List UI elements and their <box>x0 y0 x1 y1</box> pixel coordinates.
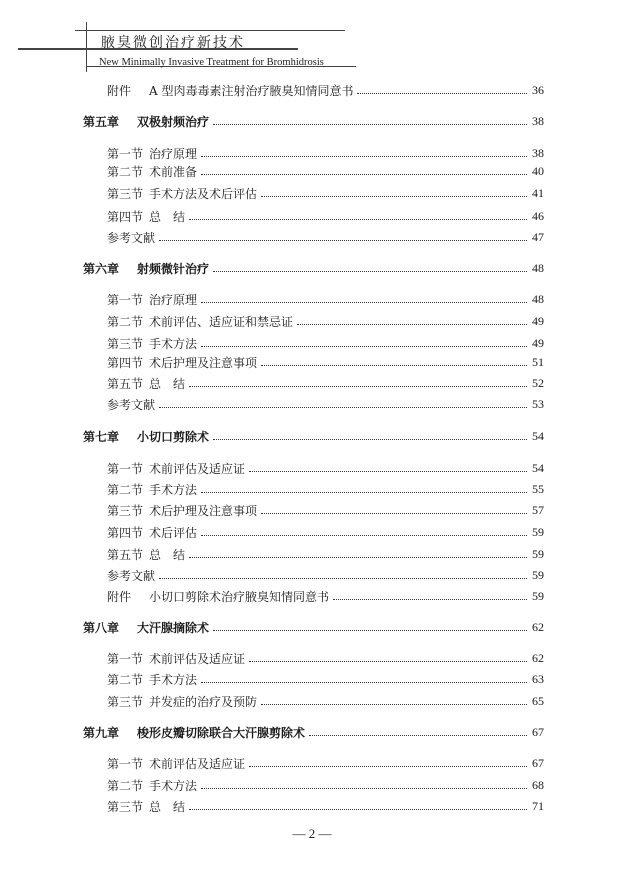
toc-dot-leader <box>189 207 527 220</box>
toc-chapter-entry[interactable] <box>83 722 544 742</box>
toc-entry-label: 第二节 <box>107 778 144 793</box>
toc-dot-leader <box>213 618 527 631</box>
toc-section-entry[interactable] <box>107 544 544 564</box>
toc-entry-label: 第四节 <box>107 209 144 224</box>
toc-entry-page: 48 <box>532 291 544 306</box>
toc-entry-title: 术后评估 <box>149 525 198 540</box>
toc-section-entry[interactable] <box>107 796 544 816</box>
toc-dot-leader <box>189 797 527 810</box>
toc-entry-title: 小切口剪除术治疗腋臭知情同意书 <box>149 589 330 604</box>
toc-entry-title: 并发症的治疗及预防 <box>149 694 258 709</box>
toc-entry-label: 附件 <box>107 83 132 98</box>
toc-chapter-entry[interactable] <box>83 426 544 446</box>
toc-section-entry[interactable] <box>107 352 544 372</box>
toc-entry-page: 62 <box>532 619 544 634</box>
toc-dot-leader <box>261 184 527 197</box>
toc-dot-leader <box>189 545 527 558</box>
toc-section-entry[interactable] <box>107 648 544 668</box>
toc-dot-leader <box>261 353 527 366</box>
toc-entry-title: 治疗原理 <box>149 292 198 307</box>
toc-entry-page: 48 <box>532 260 544 275</box>
toc-section-entry[interactable] <box>107 227 544 247</box>
toc-entry-page: 68 <box>532 777 544 792</box>
toc-entry-label: 第七章 <box>83 429 120 444</box>
toc-chapter-entry[interactable] <box>83 617 544 637</box>
toc-section-entry[interactable] <box>107 500 544 520</box>
toc-entry-page: 49 <box>532 313 544 328</box>
toc-entry-page: 54 <box>532 428 544 443</box>
toc-dot-leader <box>261 692 527 705</box>
toc-entry-title: 术后护理及注意事项 <box>149 355 258 370</box>
toc-entry-label: 第二节 <box>107 672 144 687</box>
toc-section-entry[interactable] <box>107 586 544 606</box>
book-title-cn: 腋臭微创治疗新技术 <box>101 35 245 51</box>
toc-dot-leader <box>159 228 527 241</box>
toc-entry-page: 63 <box>532 671 544 686</box>
toc-dot-leader <box>213 427 527 440</box>
toc-entry-label: 第五章 <box>83 114 120 129</box>
toc-entry-title: 术前评估及适应证 <box>149 651 246 666</box>
toc-dot-leader <box>201 162 527 175</box>
toc-entry-page: 46 <box>532 208 544 223</box>
toc-entry-label: 第三节 <box>107 186 144 201</box>
toc-entry-page: 67 <box>532 755 544 770</box>
toc-entry-title: 总 结 <box>149 209 186 224</box>
toc-entry-label: 第一节 <box>107 756 144 771</box>
book-title-en: New Minimally Invasive Treatment for Bromhidrosis <box>99 57 324 68</box>
toc-entry-page: 40 <box>532 163 544 178</box>
toc-entry-label: 参考文献 <box>107 568 156 583</box>
toc-section-entry[interactable] <box>107 479 544 499</box>
toc-entry-label: 第一节 <box>107 461 144 476</box>
toc-entry-title: 小切口剪除术 <box>137 429 210 444</box>
toc-entry-page: 38 <box>532 113 544 128</box>
toc-dot-leader <box>357 81 527 94</box>
toc-entry-page: 59 <box>532 546 544 561</box>
toc-entry-title: 术前评估及适应证 <box>149 756 246 771</box>
toc-entry-title: 手术方法及术后评估 <box>149 186 258 201</box>
toc-chapter-entry[interactable] <box>83 111 544 131</box>
toc-entry-page: 67 <box>532 724 544 739</box>
toc-entry-page: 59 <box>532 567 544 582</box>
toc-dot-leader <box>213 259 527 272</box>
toc-section-entry[interactable] <box>107 143 544 163</box>
toc-section-entry[interactable] <box>107 161 544 181</box>
toc-entry-page: 36 <box>532 82 544 97</box>
toc-entry-label: 第三节 <box>107 336 144 351</box>
toc-entry-page: 47 <box>532 229 544 244</box>
toc-entry-label: 第六章 <box>83 261 120 276</box>
toc-entry-label: 第三节 <box>107 503 144 518</box>
toc-entry-page: 53 <box>532 396 544 411</box>
toc-entry-title: A 型肉毒毒素注射治疗腋臭知情同意书 <box>149 83 354 98</box>
toc-entry-title: 手术方法 <box>149 336 198 351</box>
toc-entry-label: 第三节 <box>107 799 144 814</box>
toc-section-entry[interactable] <box>107 669 544 689</box>
toc-dot-leader <box>201 670 527 683</box>
toc-entry-page: 65 <box>532 693 544 708</box>
toc-entry-label: 第四节 <box>107 525 144 540</box>
toc-entry-title: 射频微针治疗 <box>137 261 210 276</box>
page-number: — 2 — <box>292 826 332 841</box>
toc-dot-leader <box>297 312 527 325</box>
toc-dot-leader <box>261 501 527 514</box>
toc-entry-page: 59 <box>532 588 544 603</box>
toc-entry-page: 59 <box>532 524 544 539</box>
toc-entry-title: 双极射频治疗 <box>137 114 210 129</box>
toc-section-entry[interactable] <box>107 394 544 414</box>
toc-entry-page: 62 <box>532 650 544 665</box>
toc-entry-page: 57 <box>532 502 544 517</box>
toc-entry-label: 第八章 <box>83 620 120 635</box>
toc-section-entry[interactable] <box>107 373 544 393</box>
toc-section-entry[interactable] <box>107 458 544 478</box>
toc-entry-label: 第一节 <box>107 651 144 666</box>
toc-entry-title: 手术方法 <box>149 778 198 793</box>
toc-entry-label: 第二节 <box>107 314 144 329</box>
toc-dot-leader <box>249 754 527 767</box>
toc-chapter-entry[interactable] <box>83 258 544 278</box>
toc-entry-title: 总 结 <box>149 799 186 814</box>
toc-dot-leader <box>159 395 527 408</box>
toc-section-entry[interactable] <box>107 333 544 353</box>
toc-entry-page: 71 <box>532 798 544 813</box>
toc-entry-title: 总 结 <box>149 376 186 391</box>
toc-entry-label: 第二节 <box>107 482 144 497</box>
toc-entry-page: 55 <box>532 481 544 496</box>
toc-section-entry[interactable] <box>107 691 544 711</box>
toc-dot-leader <box>189 374 527 387</box>
toc-dot-leader <box>201 480 527 493</box>
toc-entry-title: 大汗腺摘除术 <box>137 620 210 635</box>
toc-section-entry[interactable] <box>107 753 544 773</box>
toc-dot-leader <box>249 649 527 662</box>
toc-entry-page: 51 <box>532 354 544 369</box>
toc-dot-leader <box>213 112 527 125</box>
toc-dot-leader <box>333 587 527 600</box>
toc-dot-leader <box>201 334 527 347</box>
toc-entry-page: 49 <box>532 335 544 350</box>
toc-entry-page: 54 <box>532 460 544 475</box>
toc-entry-label: 第五节 <box>107 547 144 562</box>
toc-entry-label: 参考文献 <box>107 397 156 412</box>
toc-section-entry[interactable] <box>107 311 544 331</box>
toc-entry-title: 术前评估、适应证和禁忌证 <box>149 314 294 329</box>
toc-entry-title: 治疗原理 <box>149 146 198 161</box>
toc-section-entry[interactable] <box>107 289 544 309</box>
toc-dot-leader <box>309 723 527 736</box>
toc-entry-label: 第五节 <box>107 376 144 391</box>
toc-entry-label: 第四节 <box>107 355 144 370</box>
toc-dot-leader <box>159 566 527 579</box>
toc-entry-page: 41 <box>532 185 544 200</box>
toc-dot-leader <box>201 523 527 536</box>
toc-entry-title: 梭形皮瓣切除联合大汗腺剪除术 <box>137 725 306 740</box>
toc-entry-title: 术前评估及适应证 <box>149 461 246 476</box>
toc-section-entry[interactable] <box>107 522 544 542</box>
toc-entry-title: 手术方法 <box>149 482 198 497</box>
toc-entry-page: 52 <box>532 375 544 390</box>
toc-entry-label: 第一节 <box>107 292 144 307</box>
toc-dot-leader <box>201 290 527 303</box>
toc-entry-label: 第一节 <box>107 146 144 161</box>
toc-entry-title: 术前准备 <box>149 164 198 179</box>
toc-entry-title: 手术方法 <box>149 672 198 687</box>
toc-section-entry[interactable] <box>107 565 544 585</box>
toc-entry-label: 第三节 <box>107 694 144 709</box>
toc-entry-page: 38 <box>532 145 544 160</box>
toc-entry-label: 参考文献 <box>107 230 156 245</box>
toc-section-entry[interactable] <box>107 206 544 226</box>
toc-dot-leader <box>201 144 527 157</box>
toc-entry-label: 附件 <box>107 589 132 604</box>
toc-entry-title: 总 结 <box>149 547 186 562</box>
toc-section-entry[interactable] <box>107 80 544 100</box>
toc-section-entry[interactable] <box>107 183 544 203</box>
toc-entry-label: 第二节 <box>107 164 144 179</box>
toc-dot-leader <box>249 459 527 472</box>
toc-section-entry[interactable] <box>107 775 544 795</box>
toc-entry-label: 第九章 <box>83 725 120 740</box>
toc-entry-title: 术后护理及注意事项 <box>149 503 258 518</box>
toc-dot-leader <box>201 776 527 789</box>
